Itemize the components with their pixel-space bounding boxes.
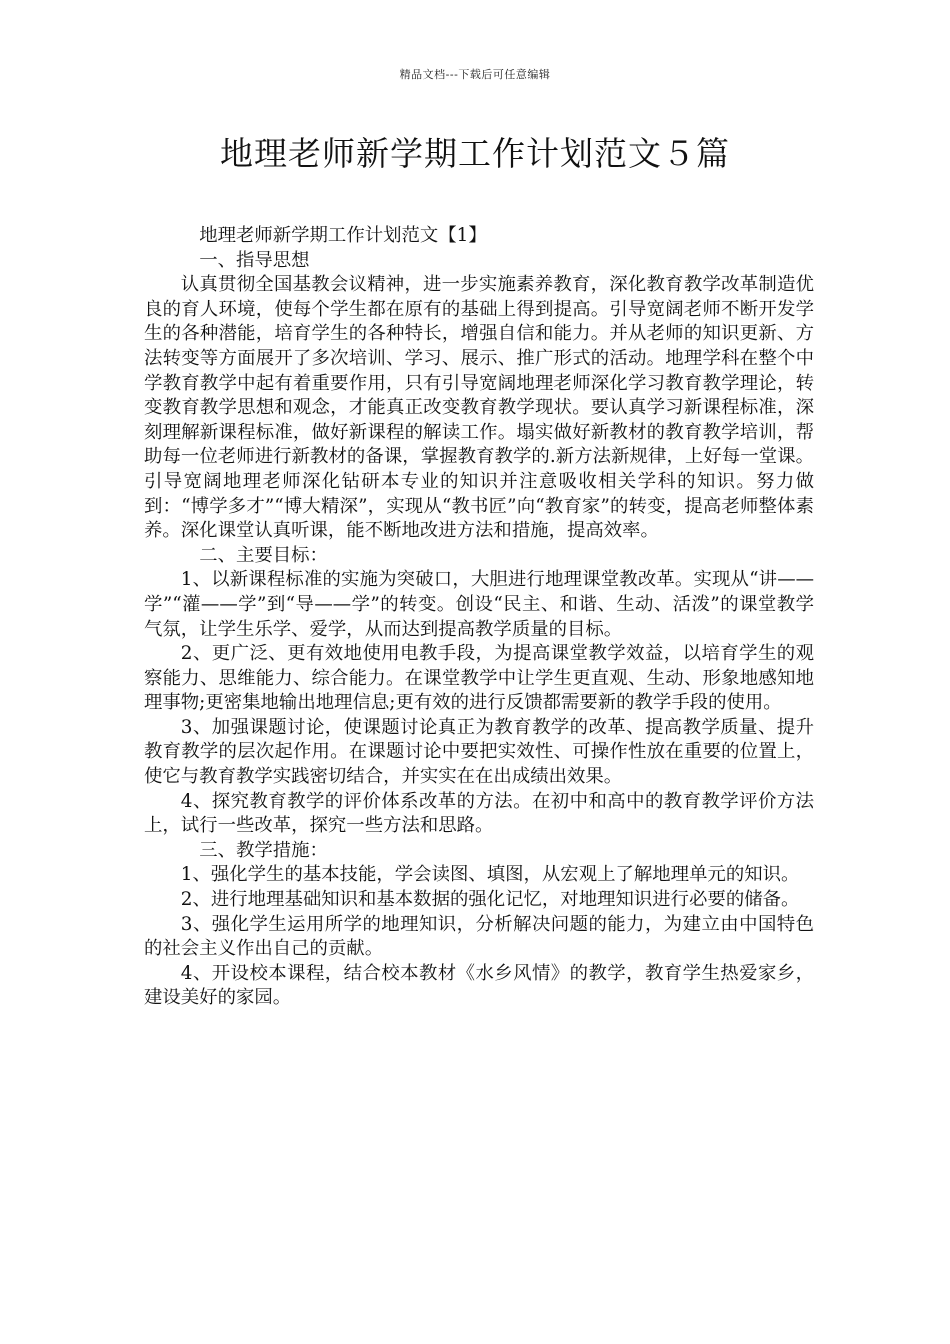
paragraph-goal-3: 3、加强课题讨论，使课题讨论真正为教育教学的改革、提高教学质量、提升教育教学的层次起作用。在课题讨论中要把实效性、可操作性放在重要的位置上，使它与教育教学实践密切结合，并实实在在出成绩出效果。 — [144, 716, 814, 788]
paragraph-measure-4: 4、开设校本课程，结合校本教材《水乡风情》的教学，教育学生热爱家乡，建设美好的家园。 — [144, 962, 814, 1009]
section-heading-teaching-measures: 三、教学措施： — [199, 839, 328, 861]
section-heading-main-goals: 二、主要目标： — [199, 544, 328, 566]
article-subtitle: 地理老师新学期工作计划范文【1】 — [199, 225, 487, 246]
paragraph-goal-1: 1、以新课程标准的实施为突破口，大胆进行地理课堂教改革。实现从“讲——学”“灌——学”到“导——学”的转变。创设“民主、和谐、生动、活泼”的课堂教学气氛，让学生乐学、爱学，从而达到提高教学质量的目标。 — [144, 569, 814, 640]
document-body — [144, 224, 814, 1011]
paragraph-measure-3: 3、强化学生运用所学的地理知识，分析解决问题的能力，为建立由中国特色的社会主义作出自己的贡献。 — [144, 913, 814, 960]
section-heading-guiding-thought: 一、指导思想 — [199, 249, 310, 271]
paragraph-guiding-thought: 认真贯彻全国基教会议精神，进一步实施素养教育，深化教育教学改革制造优良的育人环境，使每个学生都在原有的基础上得到提高。引导宽阔老师不断开发学生的各种潜能，培育学生的各种特长，增强自信和能力。并从老师的知识更新、方法转变等方面展开了多次培训、学习、展示、推广形式的活动。地理学科在整个中学教育教学中起有着重要作用，只有引导宽阔地理老师深化学习教育教学理论，转变教育教学思想和观念，才能真正改变教育教学现状。要认真学习新课程标准，深刻理解新课程标准，做好新课程的解读工作。塌实做好新教材的教育教学培训，帮助每一位老师进行新教材的备课，掌握教育教学的.新方法新规律，上好每一堂课。引导宽阔地理老师深化钻研本专业的知识并注意吸收相关学科的知识。努力做到：“博学多才”“博大精深”，实现从“教书匠”向“教育家”的转变，提高老师整体素养。深化课堂认真听课，能不断地改进方法和措施，提高效率。 — [144, 274, 814, 542]
paragraph-goal-4: 4、探究教育教学的评价体系改革的方法。在初中和高中的教育教学评价方法上，试行一些改革，探究一些方法和思路。 — [144, 790, 814, 837]
header-note: 精品文档---下载后可任意编辑 — [399, 68, 551, 81]
paragraph-goal-2: 2、更广泛、更有效地使用电教手段，为提高课堂教学效益，以培育学生的观察能力、思维能力、综合能力。在课堂教学中让学生更直观、生动、形象地感知地理事物;更密集地输出地理信息;更有效的进行反馈都需要新的教学手段的使用。 — [144, 643, 814, 714]
document-title: 地理老师新学期工作计划范文５篇 — [220, 134, 730, 173]
paragraph-measure-1: 1、强化学生的基本技能，学会读图、填图，从宏观上了解地理单元的知识。 — [180, 864, 800, 886]
paragraph-measure-2: 2、进行地理基础知识和基本数据的强化记忆，对地理知识进行必要的储备。 — [180, 889, 800, 911]
